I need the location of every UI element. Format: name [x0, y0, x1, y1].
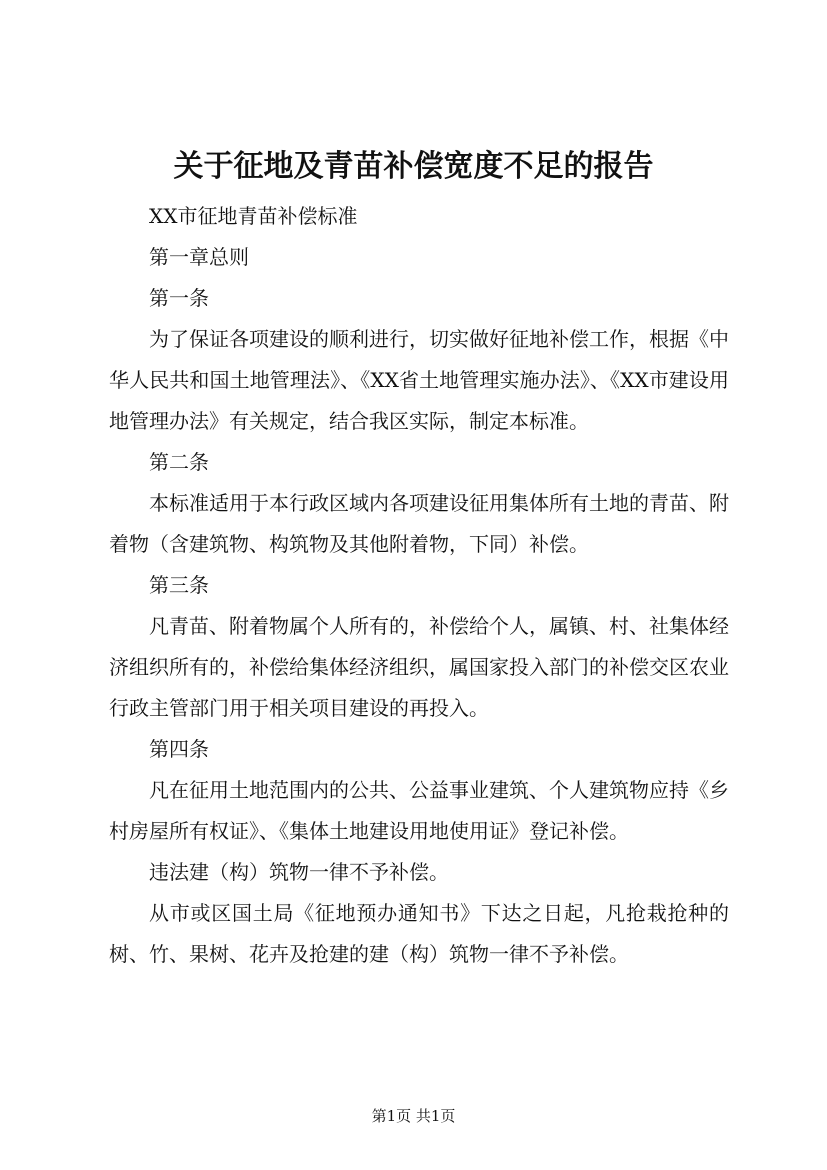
paragraph: 第四条 — [149, 737, 209, 761]
document-body — [109, 196, 729, 975]
document-title: 关于征地及青苗补偿宽度不足的报告 — [173, 149, 654, 184]
paragraph: 第一条 — [149, 286, 209, 310]
paragraph: 凡青苗、附着物属个人所有的，补偿给个人，属镇、村、社集体经济组织所有的，补偿给集体经济组织，属国家投入部门的补偿交区农业行政主管部门用于相关项目建设的再投入。 — [109, 614, 729, 720]
paragraph: 第二条 — [149, 450, 209, 474]
paragraph: 第三条 — [149, 573, 209, 597]
paragraph: 凡在征用土地范围内的公共、公益事业建筑、个人建筑物应持《乡村房屋所有权证》、《集体土地建设用地使用证》登记补偿。 — [109, 778, 729, 843]
paragraph: XX市征地青苗补偿标准 — [149, 204, 358, 228]
page-footer: 第1页 共1页 — [371, 1107, 456, 1125]
paragraph: 为了保证各项建设的顺利进行，切实做好征地补偿工作，根据《中华人民共和国土地管理法》、《XX省土地管理实施办法》、《XX市建设用地管理办法》有关规定，结合我区实际，制定本标准。 — [109, 327, 729, 433]
paragraph: 从市或区国土局《征地预办通知书》下达之日起，凡抢栽抢种的树、竹、果树、花卉及抢建的建（构）筑物一律不予补偿。 — [109, 901, 729, 966]
paragraph: 本标准适用于本行政区域内各项建设征用集体所有土地的青苗、附着物（含建筑物、构筑物及其他附着物，下同）补偿。 — [109, 491, 729, 556]
paragraph: 第一章总则 — [149, 245, 249, 269]
paragraph: 违法建（构）筑物一律不予补偿。 — [149, 860, 449, 884]
